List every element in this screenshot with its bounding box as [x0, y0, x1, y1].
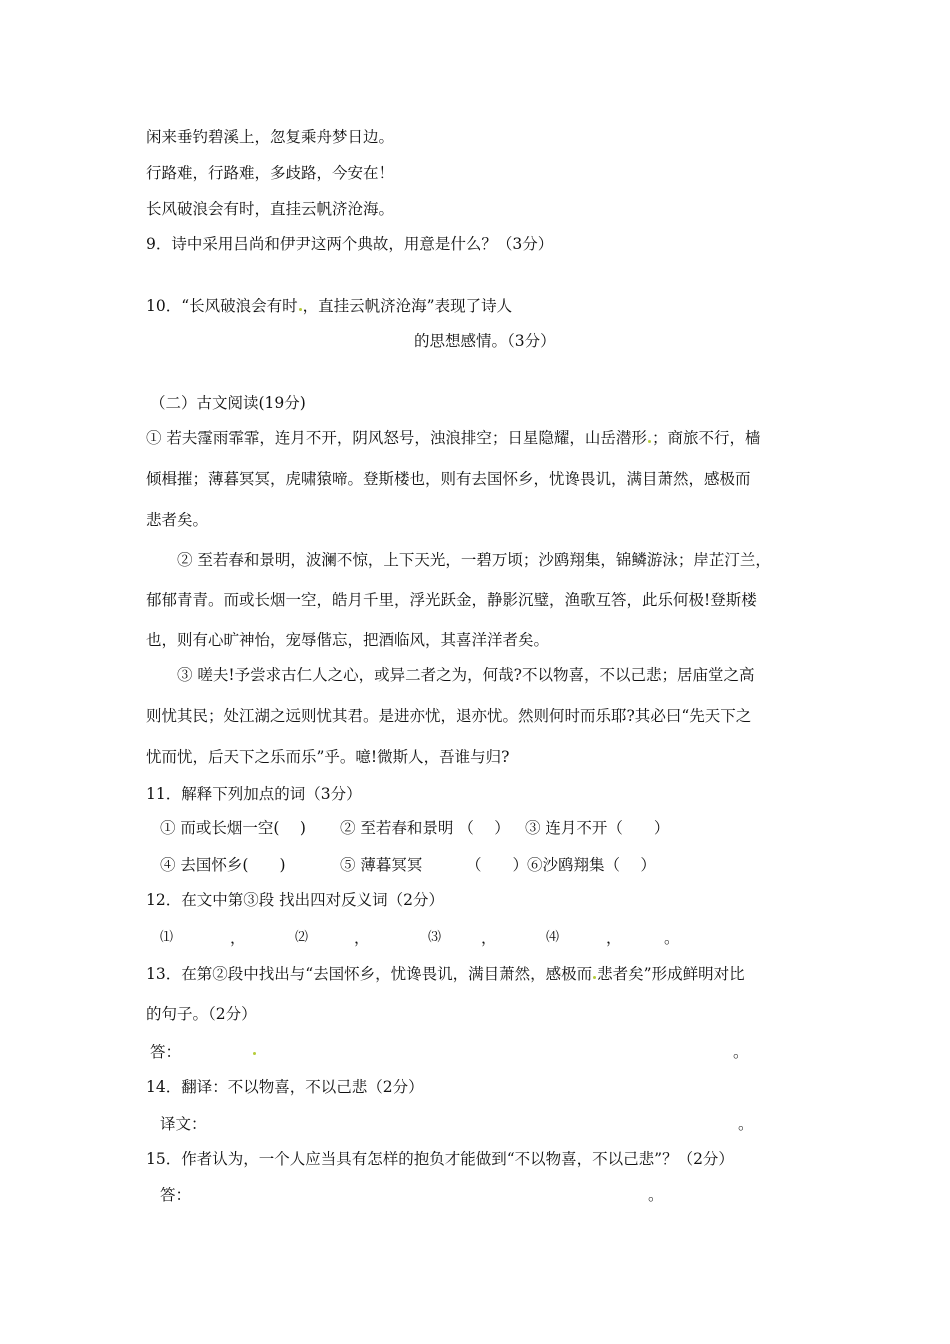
- question-15-title: 15．作者认为，一个人应当具有怎样的抱负才能做到“不以物喜，不以己悲”？（2分）: [146, 1150, 734, 1168]
- blank-2-number: ⑵: [295, 930, 309, 945]
- question-15-answer-end: 。: [648, 1186, 664, 1204]
- question-13-text-b: 悲者矣”形成鲜明对比: [597, 965, 745, 983]
- passage-para-1-line-1: [146, 428, 760, 448]
- passage-para-2-line-3: 也，则有心旷神怡，宠辱偕忘，把酒临风，其喜洋洋者矣。: [146, 631, 550, 649]
- question-11-item-5: ⑤ 薄暮冥冥: [340, 856, 423, 874]
- mark-dot: [593, 976, 596, 979]
- question-11-item-6: ⑥沙鸥翔集（ ）: [527, 856, 656, 874]
- question-11-title: 11．解释下列加点的词（3分）: [146, 785, 362, 803]
- question-9: 9．诗中采用吕尚和伊尹这两个典故，用意是什么？（3分）: [146, 235, 554, 253]
- question-11-item-2: ② 至若春和景明 （ ）: [340, 819, 510, 837]
- question-14-answer-end: 。: [738, 1115, 754, 1133]
- question-14-answer-label: 译文：: [160, 1115, 207, 1133]
- passage-para-3-line-2: 则忧其民；处江湖之远则忧其君。是进亦忧，退亦忧。然则何时而乐耶?其必曰“先天下之: [146, 707, 752, 725]
- question-10-line-2: 的思想感情。（3分）: [414, 332, 556, 350]
- para-1-text-b: ；商旅不行，樯: [651, 429, 761, 447]
- question-10-part1: 10．“长风破浪会有时: [146, 297, 298, 315]
- blank-3-comma: ，: [481, 929, 497, 947]
- blank-4-comma: ，: [606, 929, 622, 947]
- question-12-title: 12．在文中第③段 找出四对反义词（2分）: [146, 891, 445, 909]
- question-10-part2: ，直挂云帆济沧海”表现了诗人: [302, 297, 513, 315]
- para-1-text-a: ① 若夫霪雨霏霏，连月不开，阴风怒号，浊浪排空；日星隐耀，山岳潜形: [146, 429, 647, 447]
- blank-4-number: ⑷: [546, 930, 560, 945]
- poem-line-2: 行路难，行路难，多歧路，今安在！: [146, 164, 395, 182]
- mark-dot: [648, 440, 651, 443]
- poem-line-1: 闲来垂钓碧溪上，忽复乘舟梦日边。: [146, 128, 395, 146]
- question-10: [146, 296, 512, 316]
- section-title-classical-reading: （二）古文阅读(19分): [150, 394, 306, 412]
- question-14-title: 14．翻译：不以物喜，不以己悲（2分）: [146, 1078, 424, 1096]
- blank-end-period: 。: [664, 929, 680, 947]
- blank-1-number: ⑴: [160, 930, 174, 945]
- question-13-answer-label: 答：: [150, 1043, 182, 1061]
- passage-para-2-line-2: 郁郁青青。而或长烟一空，皓月千里，浮光跃金，静影沉璧，渔歌互答，此乐何极!登斯楼: [146, 591, 757, 609]
- blank-2-comma: ，: [354, 929, 370, 947]
- passage-para-1-line-3: 悲者矣。: [146, 511, 209, 529]
- question-13-text-a: 13．在第②段中找出与“去国怀乡，忧谗畏讥，满目萧然，感极而: [146, 965, 593, 983]
- mark-dot: [253, 1052, 256, 1055]
- blank-1-comma: ，: [230, 929, 246, 947]
- blank-3-number: ⑶: [428, 930, 442, 945]
- question-13-line-1: [146, 964, 745, 984]
- mark-dot: [299, 308, 302, 311]
- passage-para-3-line-1: ③ 嗟夫!予尝求古仁人之心，或异二者之为，何哉?不以物喜，不以己悲；居庙堂之高: [177, 666, 755, 684]
- poem-line-3: 长风破浪会有时，直挂云帆济沧海。: [146, 200, 395, 218]
- passage-para-1-line-2: 倾楫摧；薄暮冥冥，虎啸猿啼。登斯楼也，则有去国怀乡，忧谗畏讥，满目萧然，感极而: [146, 470, 751, 488]
- question-13-answer-end: 。: [733, 1043, 749, 1061]
- question-11-item-3: ③ 连月不开（ ）: [525, 819, 670, 837]
- question-11-item-1: ① 而或长烟一空( ): [160, 819, 306, 837]
- question-13-line-2: 的句子。（2分）: [146, 1005, 257, 1023]
- question-12-answer-row: [0, 928, 950, 948]
- question-11-item-5-paren: （ ）: [466, 856, 529, 874]
- question-15-answer-label: 答：: [160, 1186, 192, 1204]
- question-11-item-4: ④ 去国怀乡( ): [160, 856, 286, 874]
- passage-para-2-line-1: ② 至若春和景明，波澜不惊，上下天光，一碧万顷；沙鸥翔集，锦鳞游泳；岸芷汀兰，: [177, 551, 771, 569]
- passage-para-3-line-3: 忧而忧，后天下之乐而乐”乎。噫!微斯人，吾谁与归?: [146, 748, 510, 766]
